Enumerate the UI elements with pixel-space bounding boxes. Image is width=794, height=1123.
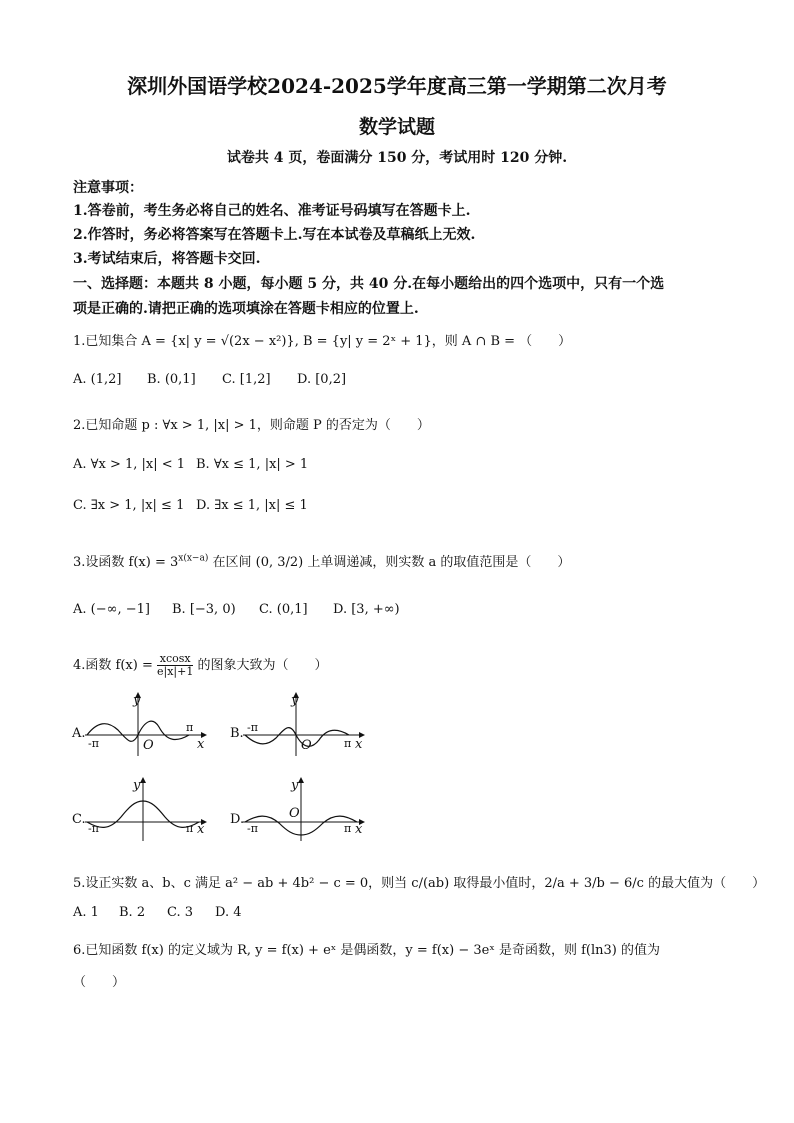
q4-stem: [73, 653, 327, 678]
q4-stem-part-b: 的图象大致为（ ）: [193, 658, 328, 673]
q1-option-c: C. [1,2]: [222, 372, 271, 387]
q4-d-pi: π: [344, 822, 352, 835]
q3-option-a: A. (−∞, −1]: [73, 602, 150, 617]
q4-frac-denominator: e|x|+1: [156, 665, 194, 678]
y-arrow-icon: [298, 777, 304, 783]
q3-stem-part-a: 3.设函数 f(x) = 3: [73, 555, 179, 570]
q4-a-pi: π: [186, 721, 194, 734]
q4-fraction: [157, 653, 193, 678]
q3-stem: [73, 551, 570, 570]
q4-stem-part-a: 4.函数 f(x) =: [73, 658, 157, 673]
q1-stem: 1.已知集合 A = {x| y = √(2x − x²)}, B = {y| y = 2ˣ + 1}，则 A ∩ B = （ ）: [73, 334, 572, 349]
q2-option-d: D. ∃x ≤ 1, |x| ≤ 1: [196, 498, 308, 513]
notes-heading: 注意事项：: [73, 180, 143, 196]
q4-label-b: B.: [230, 726, 244, 741]
q3-option-c: C. (0,1]: [259, 602, 308, 617]
q4-d-x-label: x: [355, 822, 363, 837]
y-arrow-icon: [140, 777, 146, 783]
q6-stem: 6.已知函数 f(x) 的定义域为 R, y = f(x) + eˣ 是偶函数，y = f(x) − 3eˣ 是奇函数，则 f(ln3) 的值为: [73, 943, 660, 958]
q4-d-negpi: -π: [247, 822, 258, 835]
q4-c-pi: π: [186, 822, 194, 835]
q4-label-d: D.: [230, 812, 245, 827]
q5-option-b: B. 2: [119, 905, 146, 920]
q3-stem-part-b: 在区间 (0, 3/2) 上单调递减，则实数 a 的取值范围是（ ）: [208, 555, 571, 570]
q4-d-y-label: y: [291, 778, 299, 793]
q6-paren: （ ）: [73, 975, 126, 990]
q5-stem: 5.设正实数 a、b、c 满足 a² − ab + 4b² − c = 0，则当 c/(ab) 取得最小值时，2/a + 3/b − 6/c 的最大值为（ ）: [73, 876, 766, 891]
curve: [245, 728, 349, 747]
q4-frac-numerator: xcosx: [157, 653, 193, 666]
note-item-1: 1.答卷前，考生务必将自己的姓名、准考证号码填写在答题卡上.: [73, 203, 471, 219]
q2-option-c: C. ∃x > 1, |x| ≤ 1: [73, 498, 185, 513]
q4-a-y-label: y: [133, 693, 141, 708]
q4-label-c: C.: [72, 812, 86, 827]
q3-option-b: B. [−3, 0): [172, 602, 236, 617]
section1-line2: 项是正确的.请把正确的选项填涂在答题卡相应的位置上.: [73, 301, 419, 317]
q4-c-negpi: -π: [88, 822, 99, 835]
q4-a-negpi: -π: [88, 737, 99, 750]
q1-option-d: D. [0,2]: [297, 372, 347, 387]
note-item-3: 3.考试结束后，将答题卡交回.: [73, 251, 261, 267]
q4-b-y-label: y: [291, 693, 299, 708]
q3-stem-exponent: x(x−a): [178, 553, 209, 564]
q4-b-pi: π: [344, 737, 352, 750]
q4-b-negpi: -π: [247, 721, 258, 734]
q2-stem: 2.已知命题 p : ∀x > 1, |x| > 1，则命题 P 的否定为（ ）: [73, 418, 430, 433]
exam-title: 深圳外国语学校2024-2025学年度高三第一学期第二次月考: [127, 74, 667, 98]
q1-option-b: B. (0,1]: [147, 372, 196, 387]
note-item-2: 2.作答时，务必将答案写在答题卡上.写在本试卷及草稿纸上无效.: [73, 227, 476, 243]
exam-info: 试卷共 4 页，卷面满分 150 分，考试用时 120 分钟.: [226, 150, 568, 166]
q4-c-x-label: x: [197, 822, 205, 837]
q4-a-x-label: x: [197, 737, 205, 752]
q5-option-c: C. 3: [167, 905, 194, 920]
q2-option-a: A. ∀x > 1, |x| < 1: [73, 457, 186, 472]
q5-option-d: D. 4: [215, 905, 242, 920]
section1-line1: 一、选择题：本题共 8 小题，每小题 5 分，共 40 分.在每小题给出的四个选项中，只有一个选: [73, 276, 665, 292]
q4-b-origin: O: [301, 738, 312, 753]
q4-b-x-label: x: [355, 737, 363, 752]
q4-label-a: A.: [72, 726, 86, 741]
q3-option-d: D. [3, +∞): [333, 602, 400, 617]
q5-option-a: A. 1: [73, 905, 99, 920]
q4-c-y-label: y: [133, 778, 141, 793]
q4-d-origin: O: [289, 806, 300, 821]
exam-subject: 数学试题: [358, 116, 435, 138]
q2-option-b: B. ∀x ≤ 1, |x| > 1: [196, 457, 309, 472]
q4-a-origin: O: [143, 738, 154, 753]
q1-option-a: A. (1,2]: [73, 372, 122, 387]
